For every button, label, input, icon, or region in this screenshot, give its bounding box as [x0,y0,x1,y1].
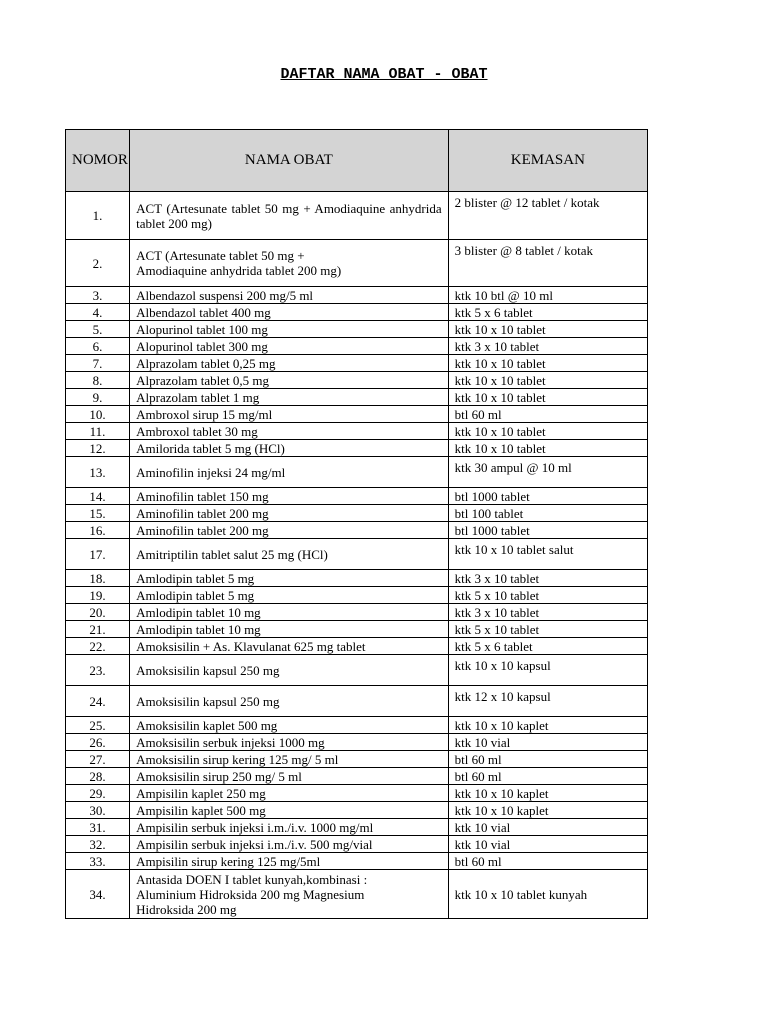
drug-name: ACT (Artesunate tablet 50 mg + Amodiaquine anhydrida tablet 200 mg) [130,192,449,240]
table-row [66,638,648,655]
packaging: ktk 10 x 10 tablet [448,389,647,406]
row-number: 28. [66,768,130,785]
row-number: 1. [66,192,130,240]
drug-name: Aminofilin injeksi 24 mg/ml [130,457,449,488]
table-row [66,785,648,802]
row-number: 3. [66,287,130,304]
row-number: 6. [66,338,130,355]
table-row [66,389,648,406]
packaging: btl 1000 tablet [448,488,647,505]
drug-name: Amitriptilin tablet salut 25 mg (HCl) [130,539,449,570]
table-row [66,655,648,686]
drug-name: Amlodipin tablet 10 mg [130,604,449,621]
packaging: ktk 10 x 10 kapsul [448,655,647,686]
table-row [66,355,648,372]
table-row [66,372,648,389]
row-number: 19. [66,587,130,604]
packaging: btl 60 ml [448,768,647,785]
packaging: ktk 10 vial [448,836,647,853]
drug-name: Amoksisilin serbuk injeksi 1000 mg [130,734,449,751]
row-number: 12. [66,440,130,457]
row-number: 29. [66,785,130,802]
table-row [66,240,648,287]
row-number: 34. [66,870,130,919]
drug-name: Ambroxol sirup 15 mg/ml [130,406,449,423]
drug-name: Aminofilin tablet 200 mg [130,522,449,539]
drug-name: Amoksisilin sirup 250 mg/ 5 ml [130,768,449,785]
packaging: ktk 5 x 10 tablet [448,621,647,638]
packaging: 2 blister @ 12 tablet / kotak [448,192,647,240]
row-number: 10. [66,406,130,423]
packaging: btl 60 ml [448,406,647,423]
row-number: 13. [66,457,130,488]
drug-name: Aminofilin tablet 200 mg [130,505,449,522]
row-number: 8. [66,372,130,389]
packaging: ktk 3 x 10 tablet [448,570,647,587]
table-row [66,870,648,919]
row-number: 17. [66,539,130,570]
packaging: btl 60 ml [448,853,647,870]
medicine-table [65,129,648,919]
row-number: 26. [66,734,130,751]
packaging: ktk 10 x 10 tablet [448,321,647,338]
drug-name: Ampisilin serbuk injeksi i.m./i.v. 1000 mg/ml [130,819,449,836]
row-number: 15. [66,505,130,522]
drug-name: ACT (Artesunate tablet 50 mg + Amodiaquine anhydrida tablet 200 mg) [130,240,449,287]
table-row [66,539,648,570]
table-row [66,751,648,768]
packaging: ktk 3 x 10 tablet [448,338,647,355]
packaging: ktk 10 x 10 tablet kunyah [448,870,647,919]
table-row [66,192,648,240]
drug-name: Alprazolam tablet 0,25 mg [130,355,449,372]
drug-name: Ampisilin kaplet 500 mg [130,802,449,819]
row-number: 33. [66,853,130,870]
drug-name: Amoksisilin kapsul 250 mg [130,655,449,686]
row-number: 24. [66,686,130,717]
row-number: 23. [66,655,130,686]
drug-name: Antasida DOEN I tablet kunyah,kombinasi : Aluminium Hidroksida 200 mg Magnesium Hidroksida 200 mg [130,870,449,919]
table-row [66,488,648,505]
drug-name: Aminofilin tablet 150 mg [130,488,449,505]
packaging: ktk 5 x 10 tablet [448,587,647,604]
drug-name: Ambroxol tablet 30 mg [130,423,449,440]
row-number: 16. [66,522,130,539]
packaging: ktk 10 x 10 tablet [448,423,647,440]
table-row [66,304,648,321]
row-number: 20. [66,604,130,621]
table-row [66,768,648,785]
table-row [66,338,648,355]
packaging: btl 100 tablet [448,505,647,522]
row-number: 27. [66,751,130,768]
table-row [66,406,648,423]
drug-name: Alopurinol tablet 300 mg [130,338,449,355]
packaging: btl 1000 tablet [448,522,647,539]
table-row [66,423,648,440]
packaging: ktk 10 x 10 kaplet [448,785,647,802]
packaging: ktk 12 x 10 kapsul [448,686,647,717]
packaging: ktk 10 vial [448,819,647,836]
table-row [66,287,648,304]
row-number: 32. [66,836,130,853]
packaging: ktk 10 x 10 tablet [448,355,647,372]
table-row [66,836,648,853]
row-number: 31. [66,819,130,836]
drug-name: Albendazol tablet 400 mg [130,304,449,321]
table-row [66,621,648,638]
table-row [66,457,648,488]
drug-name: Amlodipin tablet 5 mg [130,587,449,604]
drug-name: Amoksisilin kapsul 250 mg [130,686,449,717]
table-row [66,686,648,717]
drug-name: Amlodipin tablet 5 mg [130,570,449,587]
drug-name: Ampisilin sirup kering 125 mg/5ml [130,853,449,870]
table-row [66,570,648,587]
drug-name: Amlodipin tablet 10 mg [130,621,449,638]
table-row [66,522,648,539]
drug-name: Albendazol suspensi 200 mg/5 ml [130,287,449,304]
page-title: DAFTAR NAMA OBAT - OBAT [280,66,488,83]
header-nomor: NOMOR [66,130,130,192]
packaging: btl 60 ml [448,751,647,768]
drug-name: Alopurinol tablet 100 mg [130,321,449,338]
packaging: ktk 10 x 10 tablet [448,440,647,457]
table-row [66,802,648,819]
packaging: ktk 30 ampul @ 10 ml [448,457,647,488]
row-number: 11. [66,423,130,440]
table-row [66,853,648,870]
row-number: 30. [66,802,130,819]
row-number: 9. [66,389,130,406]
drug-name: Alprazolam tablet 1 mg [130,389,449,406]
drug-name: Amoksisilin sirup kering 125 mg/ 5 ml [130,751,449,768]
row-number: 21. [66,621,130,638]
table-row [66,587,648,604]
drug-name: Amoksisilin kaplet 500 mg [130,717,449,734]
packaging: ktk 10 btl @ 10 ml [448,287,647,304]
row-number: 22. [66,638,130,655]
packaging: ktk 10 x 10 tablet [448,372,647,389]
packaging: ktk 10 x 10 kaplet [448,802,647,819]
packaging: ktk 3 x 10 tablet [448,604,647,621]
table-row [66,819,648,836]
packaging: ktk 5 x 6 tablet [448,304,647,321]
table-row [66,604,648,621]
row-number: 4. [66,304,130,321]
table-row [66,717,648,734]
header-kemasan: KEMASAN [448,130,647,192]
drug-name: Amilorida tablet 5 mg (HCl) [130,440,449,457]
packaging: ktk 10 x 10 tablet salut [448,539,647,570]
table-row [66,440,648,457]
drug-name: Alprazolam tablet 0,5 mg [130,372,449,389]
row-number: 7. [66,355,130,372]
row-number: 5. [66,321,130,338]
header-nama-obat: NAMA OBAT [130,130,449,192]
row-number: 14. [66,488,130,505]
table-row [66,505,648,522]
packaging: ktk 10 x 10 kaplet [448,717,647,734]
drug-name: Amoksisilin + As. Klavulanat 625 mg tablet [130,638,449,655]
table-row [66,321,648,338]
row-number: 25. [66,717,130,734]
drug-name: Ampisilin serbuk injeksi i.m./i.v. 500 mg/vial [130,836,449,853]
drug-name: Ampisilin kaplet 250 mg [130,785,449,802]
packaging: ktk 5 x 6 tablet [448,638,647,655]
packaging: 3 blister @ 8 tablet / kotak [448,240,647,287]
packaging: ktk 10 vial [448,734,647,751]
row-number: 18. [66,570,130,587]
table-row [66,734,648,751]
row-number: 2. [66,240,130,287]
